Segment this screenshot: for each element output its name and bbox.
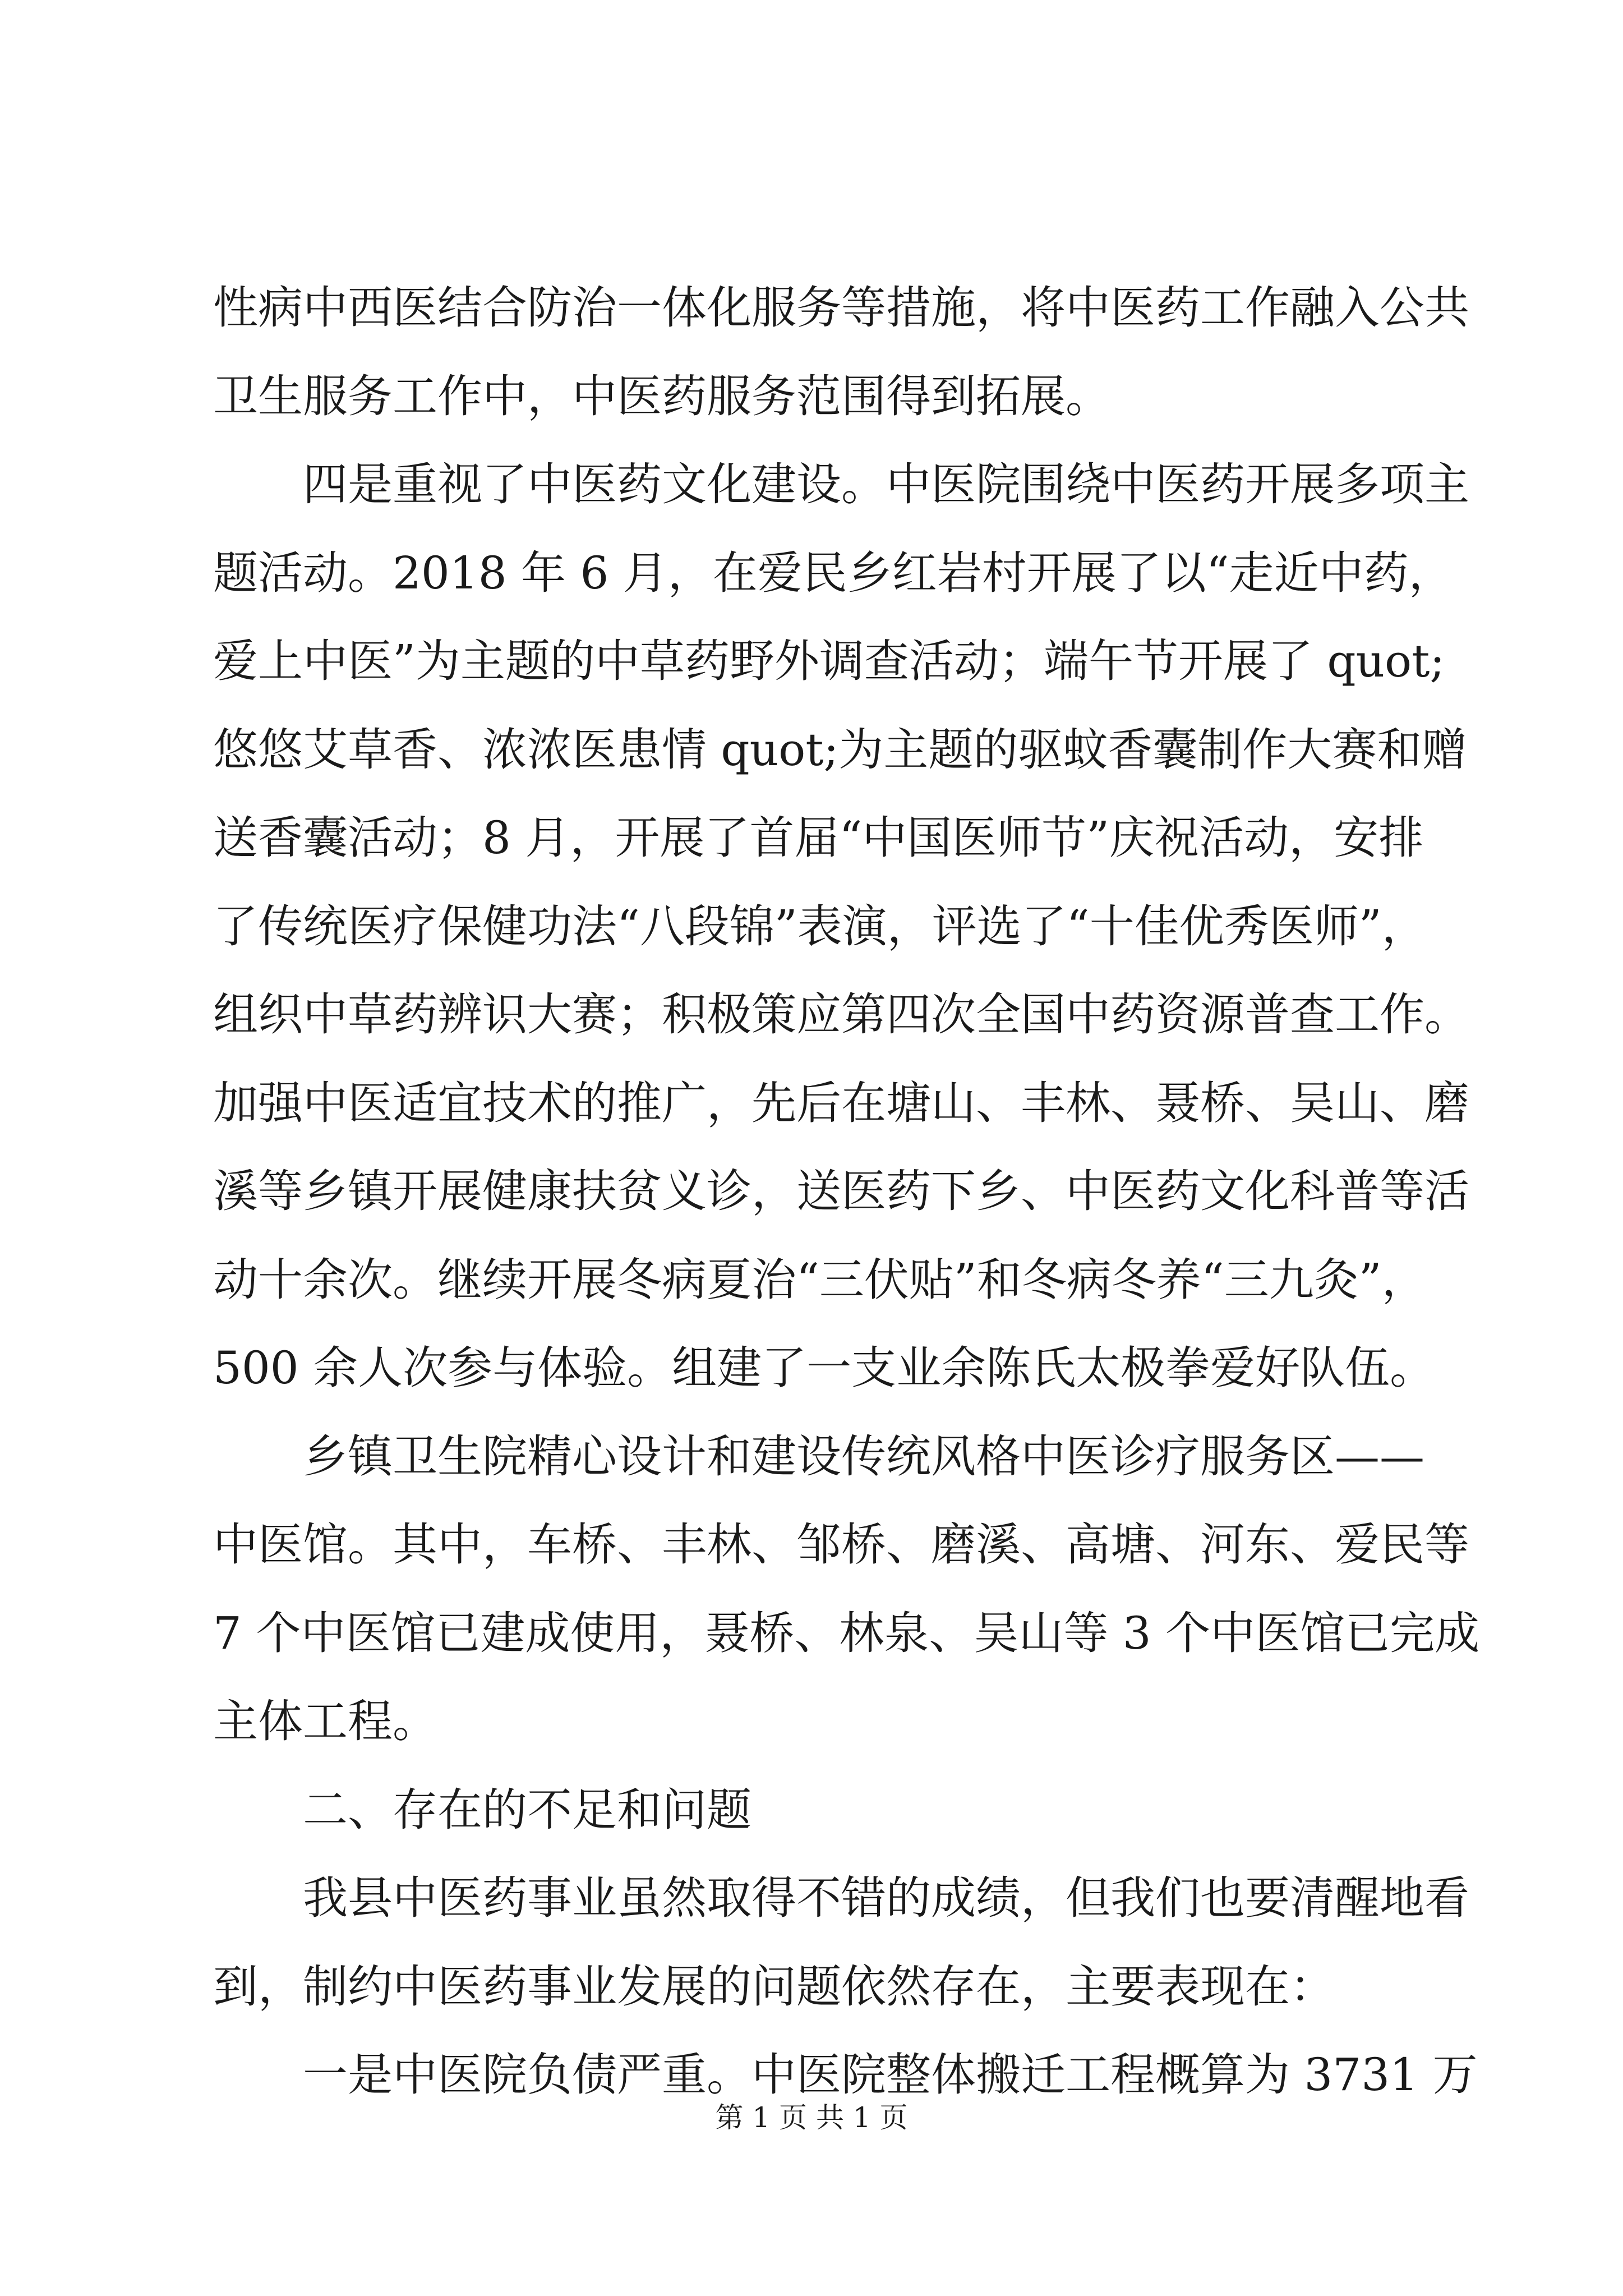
text-line: 加强中医适宜技术的推广，先后在塘山、丰林、聂桥、吴山、磨 [213,1076,1469,1129]
page-footer: 第 1 页 共 1 页 [715,2101,908,2134]
text-line: 送香囊活动；8 月，开展了首届“中国医师节”庆祝活动，安排 [213,812,1424,864]
text-line: 7 个中医馆已建成使用，聂桥、林泉、吴山等 3 个中医馆已完成 [213,1607,1480,1659]
text-line: 中医馆。其中，车桥、丰林、邹桥、磨溪、高塘、河东、爱民等 [213,1519,1469,1571]
section-heading: 二、存在的不足和问题 [303,1783,751,1836]
text-line: 题活动。2018 年 6 月，在爱民乡红岩村开展了以“走近中药， [213,546,1454,599]
text-line: 性病中西医结合防治一体化服务等措施，将中医药工作融入公共 [213,282,1469,334]
paragraph-start-line: 四是重视了中医药文化建设。中医院围绕中医药开展多项主 [303,458,1469,510]
text-line: 组织中草药辨识大赛；积极策应第四次全国中药资源普查工作。 [213,988,1469,1041]
text-line: 溪等乡镇开展健康扶贫义诊，送医药下乡、中医药文化科普等活 [213,1165,1469,1217]
text-line: 500 余人次参与体验。组建了一支业余陈氏太极拳爱好队伍。 [213,1342,1435,1394]
text-line: 主体工程。 [213,1695,437,1747]
text-line: 了传统医疗保健功法“八段锦”表演，评选了“十佳优秀医师”， [213,900,1427,953]
paragraph-start-line: 我县中医药事业虽然取得不错的成绩，但我们也要清醒地看 [303,1872,1469,1924]
paragraph-start-line: 乡镇卫生院精心设计和建设传统风格中医诊疗服务区—— [303,1430,1424,1483]
text-line: 卫生服务工作中，中医药服务范围得到拓展。 [213,370,1110,422]
text-line: 悠悠艾草香、浓浓医患情 quot;为主题的驱蚊香囊制作大赛和赠 [213,723,1467,776]
document-body [213,264,1480,2119]
text-line: 到，制约中医药事业发展的问题依然存在，主要表现在： [213,1960,1335,2013]
paragraph-start-line: 一是中医院负债严重。中医院整体搬迁工程概算为 3731 万 [303,2049,1478,2101]
text-line: 动十余次。继续开展冬病夏治“三伏贴”和冬病冬养“三九灸”， [213,1253,1427,1306]
text-line: 爱上中医”为主题的中草药野外调查活动；端午节开展了 quot; [213,635,1445,687]
